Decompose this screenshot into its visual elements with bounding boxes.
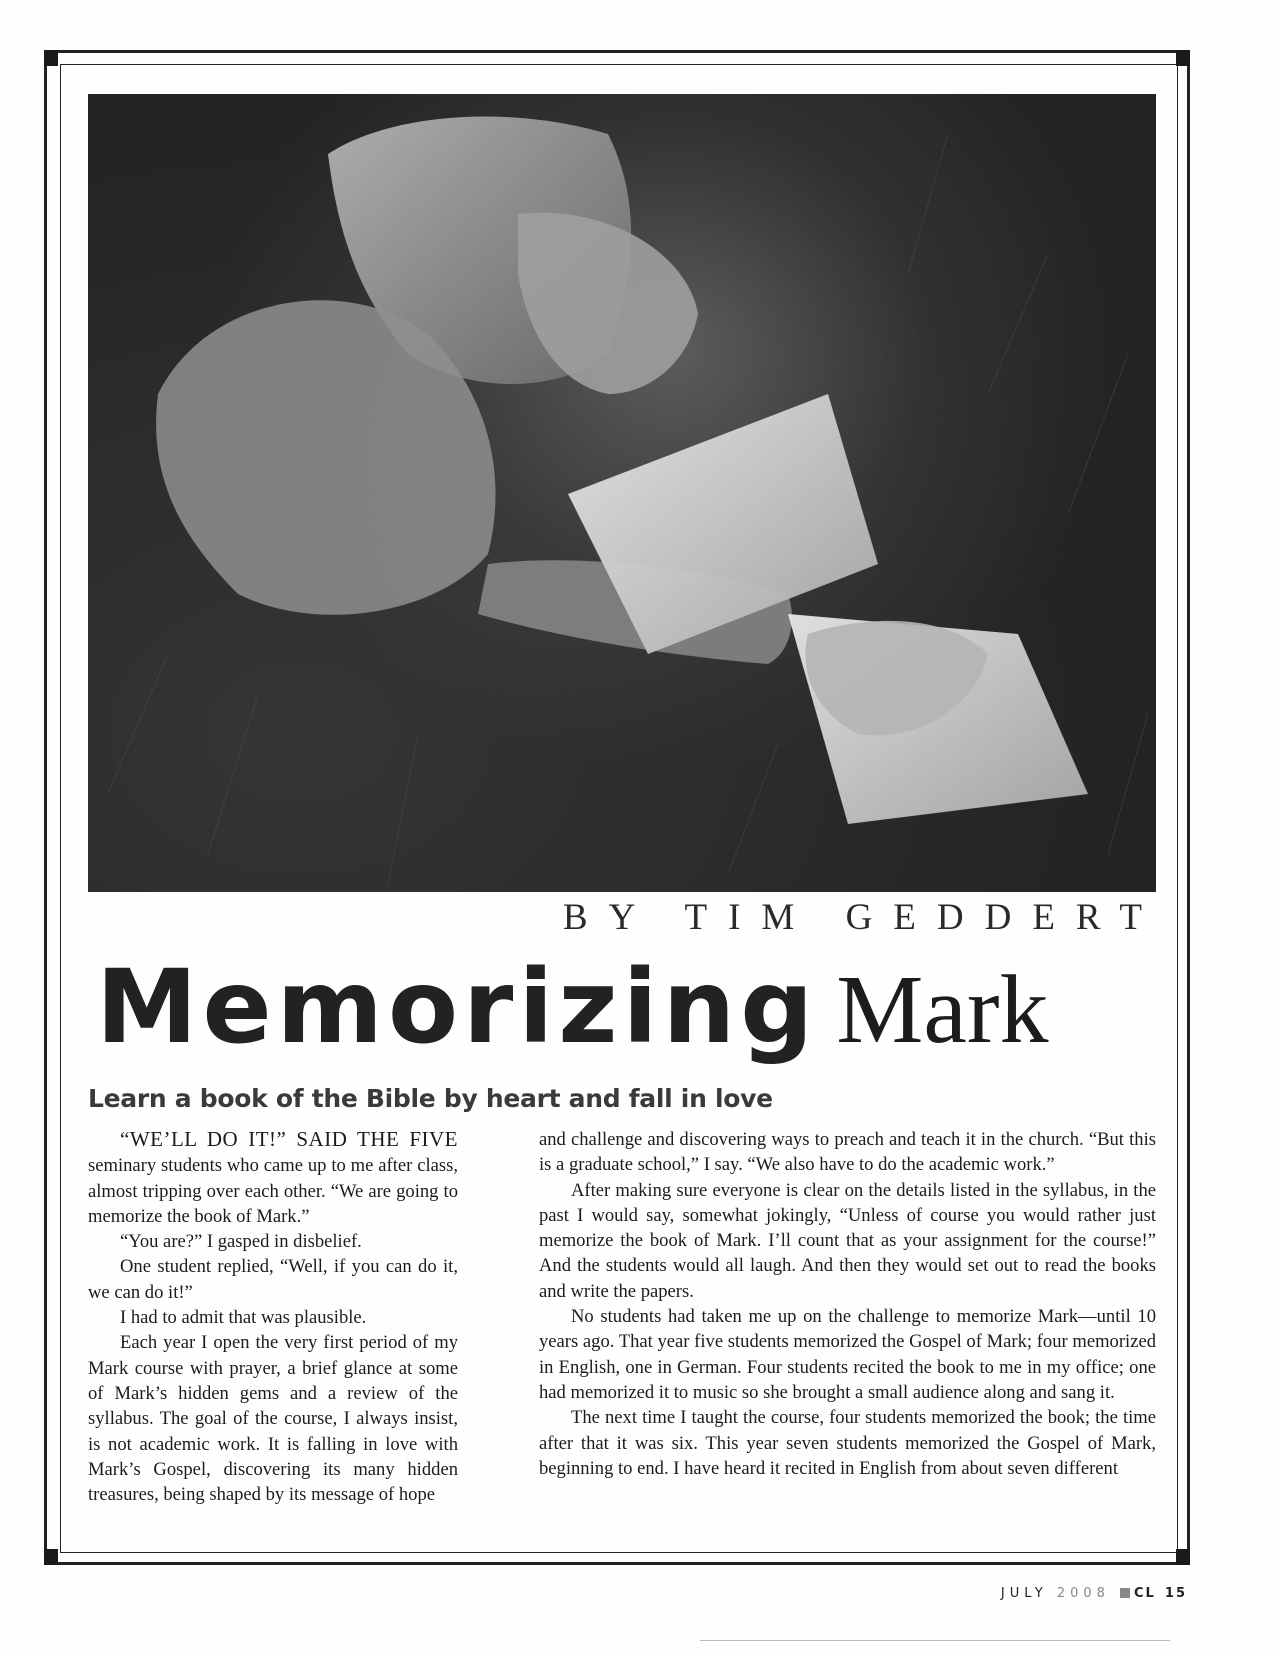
footer-magazine: CL bbox=[1133, 1586, 1156, 1601]
paragraph: Each year I open the very first period of my Mark course with prayer, a brief glance at some of Mark’s hidden gems and a review of the syllabus. The goal of the course, I always insist, is not academic work. It is falling in love with Mark’s Gospel, discovering its many hidden treasures, being shaped by its message of hope bbox=[88, 1332, 458, 1506]
page-footer bbox=[1001, 1586, 1187, 1601]
lead-in: “WE’LL DO IT!” SAID THE FIVE bbox=[120, 1127, 458, 1151]
article-title bbox=[96, 948, 1049, 1068]
photo-illustration bbox=[88, 94, 1156, 892]
corner-mark-top-right bbox=[1176, 50, 1190, 66]
title-bold-part: Memorizing bbox=[96, 948, 819, 1067]
right-column bbox=[539, 1127, 1156, 1481]
paragraph: and challenge and discovering ways to preach and teach it in the church. “But this is a graduate school,” I say. “We also have to do the academic work.” bbox=[539, 1129, 1156, 1176]
byline: BY TIM GEDDERT bbox=[562, 897, 1163, 938]
article-subtitle: Learn a book of the Bible by heart and fall in love bbox=[88, 1084, 773, 1113]
bottom-rule bbox=[700, 1640, 1170, 1641]
hero-photo bbox=[88, 94, 1156, 892]
page-number: 15 bbox=[1164, 1586, 1187, 1601]
paragraph: The next time I taught the course, four students memorized the book; the time after that it was six. This year seven students memorized the Gospel of Mark, beginning to end. I have heard it recited in English from about seven different bbox=[539, 1407, 1156, 1479]
square-bullet-icon bbox=[1120, 1588, 1130, 1598]
corner-mark-bottom-right bbox=[1176, 1549, 1190, 1565]
paragraph: No students had taken me up on the challenge to memorize Mark—until 10 years ago. That year five students memorized the Gospel of Mark; four memorized in English, one in German. Four students recited the book to me in my office; one had memorized it to music so she brought a small audience along and sang it. bbox=[539, 1306, 1156, 1403]
paragraph-text: seminary students who came up to me after class, almost tripping over each other. “We are going to memorize the book of Mark.” bbox=[88, 1155, 458, 1227]
paragraph: After making sure everyone is clear on the details listed in the syllabus, in the past I would say, somewhat jokingly, “Unless of course you would rather just memorize the book of Mark. I’ll count that as your assignment for the course!” And the students would all laugh. And then they would set out to read the books and write the papers. bbox=[539, 1179, 1156, 1302]
paragraph: “You are?” I gasped in disbelief. bbox=[120, 1231, 362, 1253]
paragraph bbox=[88, 1127, 458, 1229]
paragraph: One student replied, “Well, if you can do it, we can do it!” bbox=[88, 1256, 458, 1303]
corner-mark-top-left bbox=[44, 50, 58, 66]
left-column bbox=[88, 1127, 458, 1507]
title-serif-part: Mark bbox=[836, 956, 1049, 1064]
corner-mark-bottom-left bbox=[44, 1549, 58, 1565]
paragraph: I had to admit that was plausible. bbox=[120, 1307, 367, 1329]
footer-month: JULY bbox=[1000, 1586, 1048, 1601]
footer-year: 2008 bbox=[1056, 1586, 1110, 1601]
